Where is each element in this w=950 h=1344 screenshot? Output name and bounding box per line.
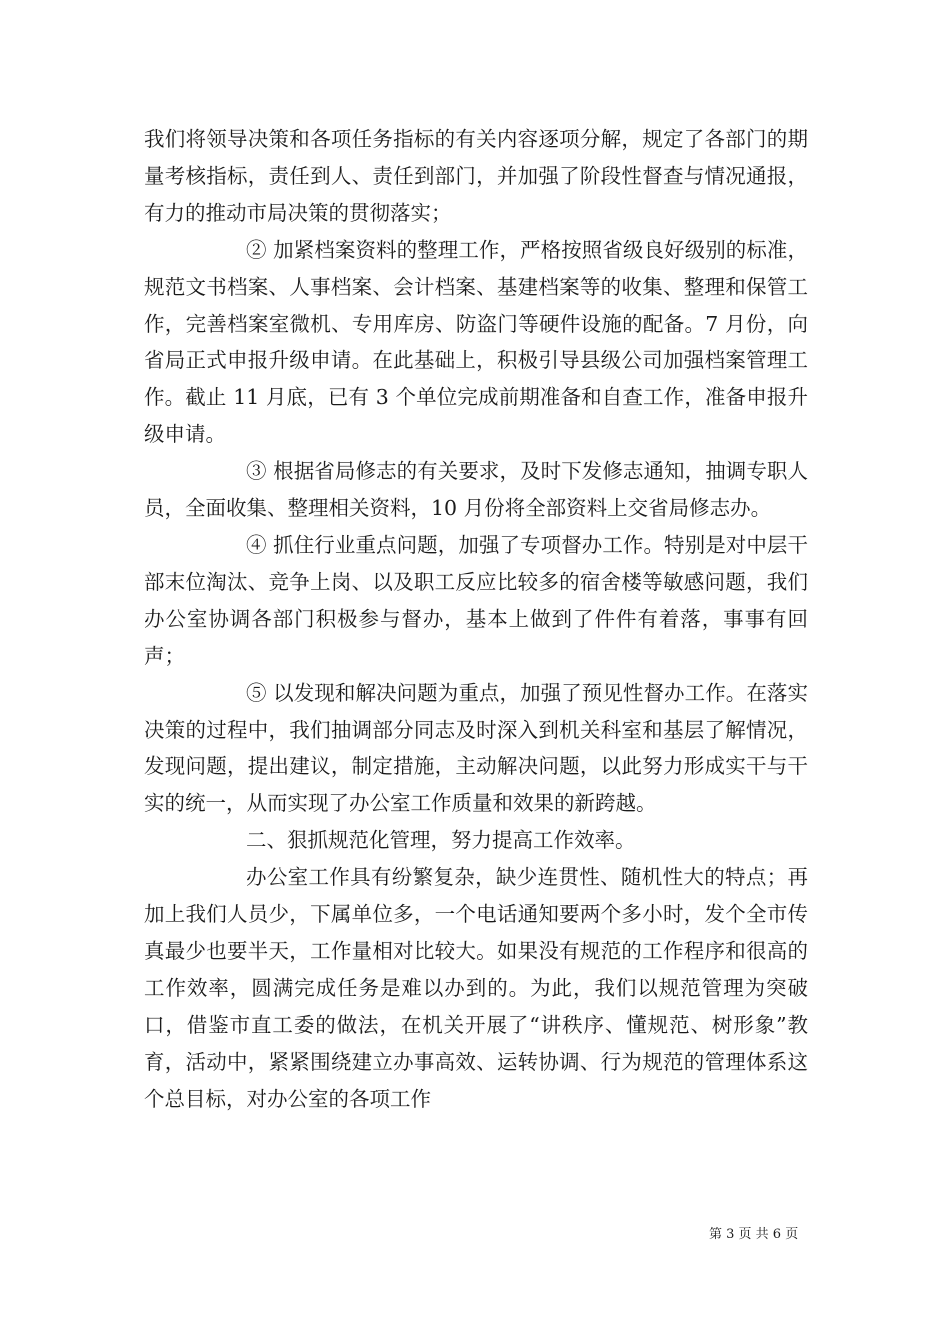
paragraph-section-body: 办公室工作具有纷繁复杂，缺少连贯性、随机性大的特点；再加上我们人员少，下属单位多，一个电话通知要两个多小时，发个全市传真最少也要半天，工作量相对比较大。如果没有规范的工作程序和很高的工作效率，圆满完成任务是难以办到的。为此，我们以规范管理为突破口，借鉴市直工委的做法，在机关开展了“讲秩序、懂规范、树形象”教育，活动中，紧紧围绕建立办事高效、运转协调、行为规范的管理体系这个总目标，对办公室的各项工作 <box>144 865 808 1111</box>
section-heading: 二、狠抓规范化管理，努力提高工作效率。 <box>246 828 636 853</box>
paragraph-item-5: ⑤ 以发现和解决问题为重点，加强了预见性督办工作。在落实决策的过程中，我们抽调部分同志及时深入到机关科室和基层了解情况，发现问题，提出建议，制定措施，主动解决问题，以此努力形成实干与干实的统一，从而实现了办公室工作质量和效果的新跨越。 <box>144 680 808 816</box>
document-body <box>144 121 808 1117</box>
paragraph-item-3: ③ 根据省局修志的有关要求，及时下发修志通知，抽调专职人员，全面收集、整理相关资料，10 月份将全部资料上交省局修志办。 <box>144 459 808 521</box>
paragraph-item-2: ② 加紧档案资料的整理工作，严格按照省级良好级别的标准，规范文书档案、人事档案、会计档案、基建档案等的收集、整理和保管工作，完善档案室微机、专用库房、防盗门等硬件设施的配备。7 月份，向省局正式申报升级申请。在此基础上，积极引导县级公司加强档案管理工作。截止 11 月底，已有 3 个单位完成前期准备和自查工作，准备申报升级申请。 <box>144 237 808 447</box>
paragraph-continuation: 我们将领导决策和各项任务指标的有关内容逐项分解，规定了各部门的期量考核指标，责任到人、责任到部门，并加强了阶段性督查与情况通报，有力的推动市局决策的贯彻落实； <box>144 127 808 225</box>
page-number-footer: 第 3 页 共 6 页 <box>709 1227 799 1242</box>
paragraph-item-4: ④ 抓住行业重点问题，加强了专项督办工作。特别是对中层干部末位淘汰、竞争上岗、以及职工反应比较多的宿舍楼等敏感问题，我们办公室协调各部门积极参与督办，基本上做到了件件有着落，事事有回声； <box>144 532 808 668</box>
